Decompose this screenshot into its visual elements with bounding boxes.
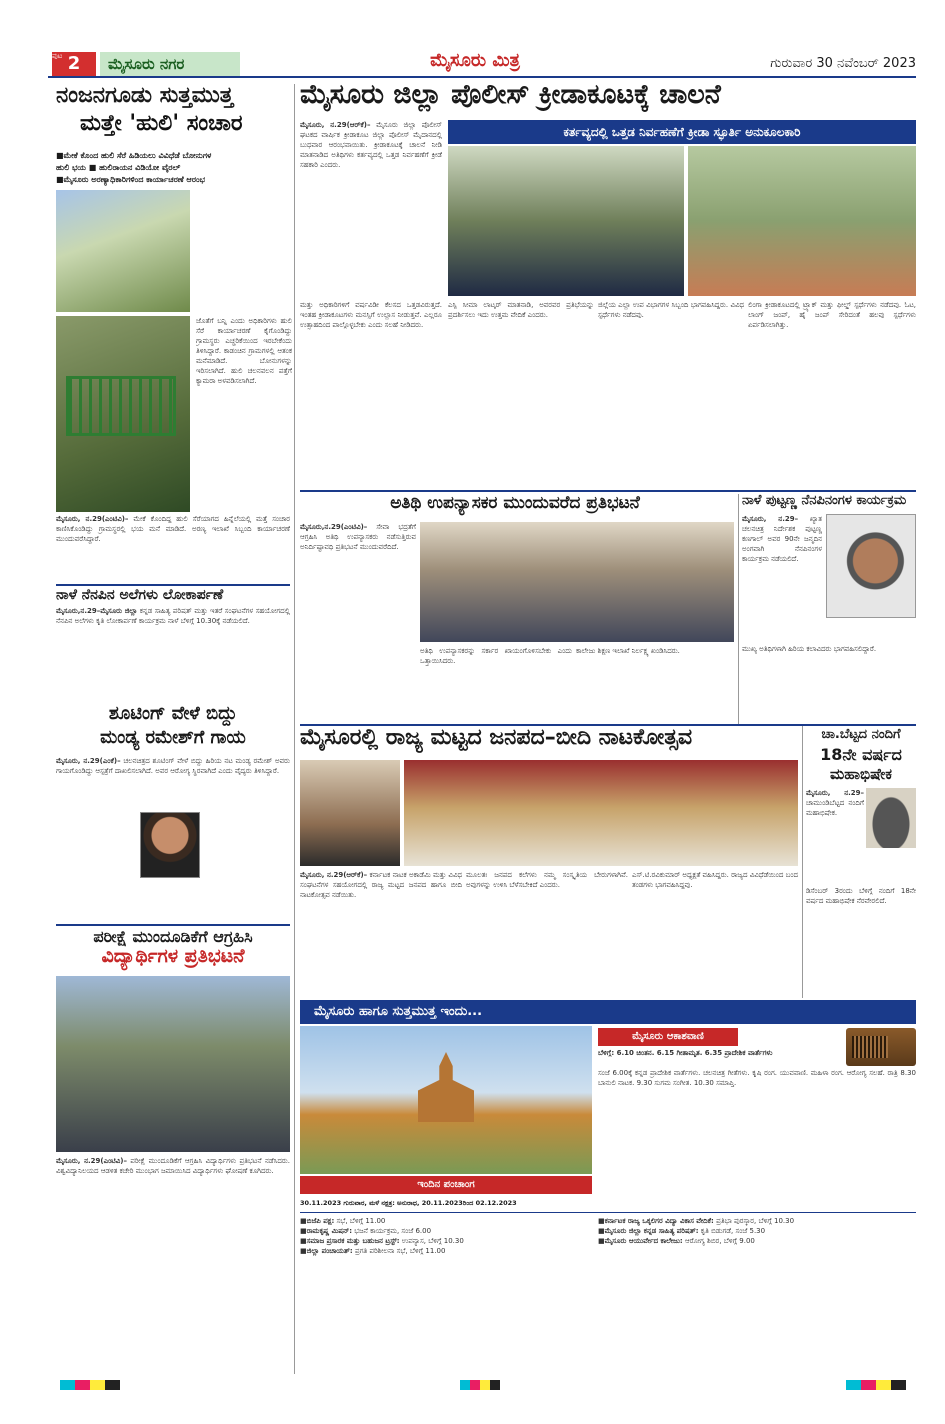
paper-name: ಮೈಸೂರು ಮಿತ್ರ — [430, 50, 520, 71]
left-story1-headline-2: ಮತ್ತೇ 'ಹುಲಿ' ಸಂಚಾರ — [80, 111, 243, 136]
column-divider-2 — [738, 494, 739, 724]
left-story1-headline-1: ನಂಜನಗೂಡು ಸುತ್ತಮುತ್ತ — [56, 83, 234, 108]
listing-3: ■ರಾಮಕೃಷ್ಣ ಮಿಷನ್: ಭಜನೆ ಕಾರ್ಯಕ್ರಮ, ಸಂಜೆ 6.00 — [300, 1227, 432, 1235]
divider-1 — [300, 490, 916, 492]
puttanna-body-2: ಮುಖ್ಯ ಅತಿಥಿಗಳಾಗಿ ಹಿರಿಯ ಕಲಾವಿದರು ಭಾಗವಹಿಸಲಿದ್ದಾರೆ. — [742, 645, 877, 653]
left-story4-body: ಮೈಸೂರು, ನ.29(ಎಂಟಿವಿ)– ಪರೀಕ್ಷೆ ಮುಂದೂಡಿಕೆಗೆ ಆಗ್ರಹಿಸಿ ವಿದ್ಯಾರ್ಥಿಗಳು ಪ್ರತಿಭಟನೆ ನಡೆಸಿದರು. ವಿಶ್ವವಿದ್ಯಾನಿಲಯದ ಆಡಳಿತ ಕಚೇರಿ ಮುಂಭಾಗ ಜಮಾಯಿಸಿದ ವಿದ್ಯಾರ್ಥಿಗಳು ಘೋಷಣೆ ಕೂಗಿದರು. — [56, 1157, 290, 1175]
panchanga-line: 30.11.2023 ಗುರುವಾರ, ಮಳೆ ನಕ್ಷತ್ರ: ಅನುರಾಧ, 20.11.2023ರಿಂದ 02.12.2023 — [300, 1199, 517, 1207]
nandi-statue-photo — [866, 788, 916, 848]
lead-body-3: ಎಸ್ಪಿ ಸೀಮಾ ಲಾಟ್ಕರ್ ಮಾತನಾಡಿ, ಅವರವರ ಪ್ರತಿಭೆಯನ್ನು ಪ್ರದರ್ಶಿಸಲು ಇದು ಉತ್ತಮ ವೇದಿಕೆ ಎಂದರು. — [448, 301, 594, 319]
page-number: 2 — [52, 52, 96, 76]
protest-body-1: ಮೈಸೂರು,ನ.29(ಎಂಟಿವಿ)– ಸೇವಾ ಭದ್ರತೆಗೆ ಆಗ್ರಹಿಸಿ ಅತಿಥಿ ಉಪನ್ಯಾಸಕರು ನಡೆಸುತ್ತಿರುವ ಅನಿರ್ದಿಷ್ಟಾವಧಿ ಪ್ರತಿಭಟನೆ ಮುಂದುವರೆದಿದೆ. — [300, 523, 416, 551]
stage-photo — [404, 760, 798, 866]
print-registration-marks-right — [846, 1380, 906, 1390]
radio-speaker — [852, 1036, 888, 1058]
listing-2: ■ಬಿಜೆಪಿ ಪಕ್ಷ: ಸಭೆ, ಬೆಳಿಗ್ಗೆ 11.00 — [300, 1217, 386, 1225]
student-protest-photo — [56, 976, 290, 1152]
folk-body-1: ಮೈಸೂರು, ನ.29(ಆರ್‌ಕೆ)– ಕರ್ನಾಟಕ ನಾಟಕ ಅಕಾಡೆಮಿ ಮತ್ತು ವಿವಿಧ ಸಂಘಟನೆಗಳ ಸಹಯೋಗದಲ್ಲಿ ರಾಜ್ಯ ಮಟ್ಟದ ಜನಪದ ಹಾಗೂ ಬೀದಿ ನಾಟಕೋತ್ಸವ ನಡೆಯಿತು. — [300, 871, 462, 899]
tiger-search-photo — [56, 190, 190, 312]
lead-body-5: ಲಿಂಗಾ ಕ್ರೀಡಾಕೂಟದಲ್ಲಿ ಟ್ರ್ಯಾಕ್ ಮತ್ತು ಫೀಲ್ಡ್ ಸ್ಪರ್ಧೆಗಳು ನಡೆದವು. ಓಟ, ಲಾಂಗ್ ಜಂಪ್, ಹೈ ಜಂಪ್ ಸೇರಿದಂತೆ ಹಲವು ಸ್ಪರ್ಧೆಗಳು ಏರ್ಪಡಿಸಲಾಗಿತ್ತು. — [748, 301, 916, 329]
lecturers-protest-photo — [420, 522, 734, 642]
listings-right — [598, 1216, 916, 1372]
nandi-body-1: ಮೈಸೂರು, ನ.29– ಚಾಮುಂಡಿಬೆಟ್ಟದ ನಂದಿಗೆ ಮಹಾಭಿಷೇಕ. — [806, 789, 864, 817]
protest-body-2: ಅತಿಥಿ ಉಪನ್ಯಾಸಕರನ್ನು ಸರ್ಕಾರ ಖಾಯಂಗೊಳಿಸಬೇಕು ಎಂದು ಒತ್ತಾಯಿಸಿದರು. — [420, 647, 572, 665]
police-officers-photo — [448, 146, 684, 296]
bullet-1: ■ಮೇಕೆ ಕೊಂದ ಹುಲಿ ಸೆರೆ ಹಿಡಿಯಲು ವಿವಿಧೆಡೆ ಬೋನುಗಳ — [56, 151, 212, 160]
cage-icon — [66, 376, 176, 436]
listing-6: ■ಮೈಸೂರು ಜಿಲ್ಲಾ ಕನ್ನಡ ಸಾಹಿತ್ಯ ಪರಿಷತ್: ಕೃತಿ ಬಿಡುಗಡೆ, ಸಂಜೆ 5.30 — [598, 1227, 766, 1235]
cage-photo — [56, 316, 190, 512]
bullet-3: ■ಮೈಸೂರು ಅರಣ್ಯಾಧಿಕಾರಿಗಳಿಂದ ಕಾರ್ಯಾಚರಣೆ ಆರಂಭ — [56, 175, 205, 184]
folk-body-3: ಎಸ್.ಟಿ.ರವಿಕುಮಾರ್ ಅಧ್ಯಕ್ಷತೆ ವಹಿಸಿದ್ದರು. ರಾಜ್ಯದ ವಿವಿಧೆಡೆಯಿಂದ ಬಂದ ತಂಡಗಳು ಭಾಗವಹಿಸಿದ್ದವು. — [632, 871, 798, 889]
today-header: ಮೈಸೂರು ಹಾಗೂ ಸುತ್ತಮುತ್ತ ಇಂದು... — [300, 1000, 916, 1024]
left-story3-headline-1: ಶೂಟಿಂಗ್ ವೇಳೆ ಬಿದ್ದು — [108, 703, 238, 724]
left-story4-headline-1: ಪರೀಕ್ಷೆ ಮುಂದೂಡಿಕೆಗೆ ಆಗ್ರಹಿಸಿ — [56, 924, 290, 946]
lead-body-1: ಮೈಸೂರು, ನ.29(ಆರ್‌ಕೆ)– ಮೈಸೂರು ಜಿಲ್ಲಾ ಪೊಲೀಸ್ ಘಟಕದ ವಾರ್ಷಿಕ ಕ್ರೀಡಾಕೂಟ ಜಿಲ್ಲಾ ಪೊಲೀಸ್ ಮೈದಾನದಲ್ಲಿ ಬುಧವಾರ ಆರಂಭವಾಯಿತು. ಕ್ರೀಡಾಕೂಟಕ್ಕೆ ಚಾಲನೆ ನೀಡಿ ಮಾತನಾಡಿದ ಅತಿಥಿಗಳು ಕರ್ತವ್ಯದಲ್ಲಿ ಒತ್ತಡ ನಿರ್ವಹಣೆಗೆ ಕ್ರೀಡೆ ಸಹಕಾರಿ ಎಂದರು. — [300, 121, 442, 169]
puttanna-portrait — [826, 514, 916, 618]
palace-photo — [300, 1026, 592, 1174]
nandi-headline-3: ಮಹಾಭಿಷೇಕ — [830, 765, 892, 783]
lead-body-2: ಮತ್ತು ಅಧಿಕಾರಿಗಳಿಗೆ ವರ್ಷವಿಡೀ ಕೆಲಸದ ಒತ್ತಡವಿರುತ್ತದೆ. ಇಂತಹ ಕ್ರೀಡಾಕೂಟಗಳು ಮನಸ್ಸಿಗೆ ಉಲ್ಲಾಸ ನೀಡುತ್ತವೆ. ಎಲ್ಲರೂ ಉತ್ಸಾಹದಿಂದ ಪಾಲ್ಗೊಳ್ಳಬೇಕು ಎಂದು ಸಲಹೆ ನೀಡಿದರು. — [300, 301, 442, 329]
listing-4: ■ಸಮಾಜ ಪ್ರಸಾರಕ ಮತ್ತು ಬಹುಜನ ಟ್ರಸ್ಟ್: ಉಪನ್ಯಾಸ, ಬೆಳಿಗ್ಗೆ 10.30 — [300, 1237, 464, 1245]
lead-body-4: ಜಿಲ್ಲೆಯ ಎಲ್ಲಾ ಉಪ ವಿಭಾಗಗಳ ಸಿಬ್ಬಂದಿ ಭಾಗವಹಿಸಿದ್ದರು. ವಿವಿಧ ಸ್ಪರ್ಧೆಗಳು ನಡೆದವು. — [598, 301, 744, 319]
listings-left — [300, 1216, 592, 1372]
listing-7: ■ಮೈಸೂರು ಆಯುರ್ವೇದ ಕಾಲೇಜು: ಆರೋಗ್ಯ ಶಿಬಿರ, ಬೆಳಿಗ್ಗೆ 9.00 — [598, 1237, 755, 1245]
left-story1-body-2: ಮೈಸೂರು, ನ.29(ಎಂಟಿವಿ)– ಮೇಕೆ ಕೊಂದಿದ್ದ ಹುಲಿ ಸೆರೆಯಾಗದ ಹಿನ್ನೆಲೆಯಲ್ಲಿ ಮತ್ತೆ ಸಂಚಾರ ಕಾಣಿಸಿಕೊಂಡಿದ್ದು ಗ್ರಾಮಸ್ಥರಲ್ಲಿ ಭಯ ಮನೆ ಮಾಡಿದೆ. ಅರಣ್ಯ ಇಲಾಖೆ ಸಿಬ್ಬಂದಿ ಕಾರ್ಯಾಚರಣೆ ಮುಂದುವರೆಸಿದ್ದಾರೆ. — [56, 515, 290, 543]
lead-subheadline: ಕರ್ತವ್ಯದಲ್ಲಿ ಒತ್ತಡ ನಿರ್ವಹಣೆಗೆ ಕ್ರೀಡಾ ಸ್ಫೂರ್ತಿ ಅನುಕೂಲಕಾರಿ — [448, 120, 916, 144]
nandi-headline-2: 18ನೇ ವರ್ಷದ — [820, 745, 902, 764]
radio-icon — [846, 1028, 916, 1066]
listing-1: ■ಕರ್ನಾಟಕ ರಾಜ್ಯ ಒಕ್ಕಲಿಗರ ವಿದ್ಯಾ ವಿಕಾಸ ವೇದಿಕೆ: ಪ್ರತಿಭಾ ಪುರಸ್ಕಾರ, ಬೆಳಿಗ್ಗೆ 10.30 — [598, 1217, 795, 1225]
race-photo — [688, 146, 916, 296]
left-story3-headline-2: ಮಂಡ್ಯ ರಮೇಶ್‌ಗೆ ಗಾಯ — [100, 727, 246, 748]
issue-date: ಗುರುವಾರ 30 ನವೆಂಬರ್ 2023 — [770, 56, 916, 71]
print-registration-marks — [60, 1380, 120, 1390]
folk-body-2: ಮೂಲತಃ ಜನಪದ ಕಲೆಗಳು ನಮ್ಮ ಸಂಸ್ಕೃತಿಯ ಬೇರುಗಳಾಗಿವೆ. ಅವುಗಳನ್ನು ಉಳಿಸಿ ಬೆಳೆಸಬೇಕಿದೆ ಎಂದರು. — [466, 871, 628, 889]
nandi-body-2: ಡಿಸೆಂಬರ್ 3ರಂದು ಬೆಳಿಗ್ಗೆ ನಂದಿಗೆ 18ನೇ ವರ್ಷದ ಮಹಾಭಿಷೇಕ ನೆರವೇರಲಿದೆ. — [806, 887, 916, 905]
page-label: ಪುಟ — [52, 52, 63, 60]
column-divider-3 — [802, 726, 803, 998]
folk-headline: ಮೈಸೂರಲ್ಲಿ ರಾಜ್ಯ ಮಟ್ಟದ ಜನಪದ–ಬೀದಿ ನಾಟಕೋತ್ಸವ — [300, 725, 693, 750]
left-story1-bullets — [56, 150, 290, 186]
nandi-headline-1: ಚಾ.ಬೆಟ್ಟದ ನಂದಿಗೆ — [821, 727, 901, 742]
print-registration-marks-center — [460, 1380, 500, 1390]
protest-body-3: ಕಾಲೇಜು ಶಿಕ್ಷಣ ಇಲಾಖೆ ನಿರ್ಲಕ್ಷ್ಯ ಖಂಡಿಸಿದರು. — [576, 647, 680, 655]
column-divider — [294, 84, 295, 1374]
left-story2-headline: ನಾಳೆ ನೆನಪಿನ ಅಲೆಗಳು ಲೋಕಾರ್ಪಣೆ — [56, 584, 290, 603]
radio-title: ಮೈಸೂರು ಆಕಾಶವಾಣಿ — [598, 1028, 738, 1046]
puttanna-headline: ನಾಳೆ ಪುಟ್ಟಣ್ಣ ನೆನಪಿನಂಗಳ ಕಾರ್ಯಕ್ರಮ — [742, 493, 907, 508]
section-name: ಮೈಸೂರು ನಗರ — [100, 52, 240, 76]
speaker-photo — [300, 760, 400, 866]
palace-dome-icon — [418, 1052, 474, 1122]
left-story3-body: ಮೈಸೂರು, ನ.29(ಎಂಕೆ)– ಚಲನಚಿತ್ರದ ಶೂಟಿಂಗ್ ವೇಳೆ ಬಿದ್ದು ಹಿರಿಯ ನಟ ಮಂಡ್ಯ ರಮೇಶ್ ಅವರು ಗಾಯಗೊಂಡಿದ್ದು ಆಸ್ಪತ್ರೆಗೆ ದಾಖಲಿಸಲಾಗಿದೆ. ಅವರ ಆರೋಗ್ಯ ಸ್ಥಿರವಾಗಿದೆ ಎಂದು ವೈದ್ಯರು ತಿಳಿಸಿದ್ದಾರೆ. — [56, 757, 290, 775]
listing-5: ■ಜಿಲ್ಲಾ ಪಂಚಾಯತ್: ಪ್ರಗತಿ ಪರಿಶೀಲನಾ ಸಭೆ, ಬೆಳಿಗ್ಗೆ 11.00 — [300, 1247, 446, 1255]
divider-3 — [300, 1212, 916, 1213]
left-story2-body: ಮೈಸೂರು,ನ.29–ಮೈಸೂರು ಜಿಲ್ಲಾ ಕನ್ನಡ ಸಾಹಿತ್ಯ ಪರಿಷತ್ ಮತ್ತು ಇತರೆ ಸಂಘಟನೆಗಳ ಸಹಯೋಗದಲ್ಲಿ ನೆನಪಿನ ಅಲೆಗಳು ಕೃತಿ ಲೋಕಾರ್ಪಣೆ ಕಾರ್ಯಕ್ರಮ ನಾಳೆ ಬೆಳಿಗ್ಗೆ 10.30ಕ್ಕೆ ನಡೆಯಲಿದೆ. — [56, 607, 290, 625]
radio-schedule: ಸಂಜೆ 6.00ಕ್ಕೆ ಕನ್ನಡ ಪ್ರಾದೇಶಿಕ ವಾರ್ತೆಗಳು. ಚಲನಚಿತ್ರ ಗೀತೆಗಳು. ಕೃಷಿ ರಂಗ. ಯುವವಾಣಿ. ಮಹಿಳಾ ರಂಗ. ಆರೋಗ್ಯ ಸಲಹೆ. ರಾತ್ರಿ 8.30 ಬಾನುಲಿ ನಾಟಕ. 9.30 ಸುಗಮ ಸಂಗೀತ. 10.30 ಸಮಾಪ್ತಿ. — [598, 1069, 916, 1087]
radio-lead: ಬೆಳಿಗ್ಗೆ: 6.10 ಚಿಂತನ. 6.15 ಗೀತಾಮೃತ. 6.35 ಪ್ರಾದೇಶಿಕ ವಾರ್ತೆಗಳು — [598, 1049, 773, 1057]
actor-portrait — [140, 812, 200, 878]
puttanna-body-1: ಮೈಸೂರು, ನ.29– ಖ್ಯಾತ ಚಲನಚಿತ್ರ ನಿರ್ದೇಶಕ ಪುಟ್ಟಣ್ಣ ಕಣಗಾಲ್ ಅವರ 90ನೇ ಜನ್ಮದಿನ ಅಂಗವಾಗಿ ನೆನಪಿನಂಗಳ ಕಾರ್ಯಕ್ರಮ ನಡೆಯಲಿದೆ. — [742, 515, 822, 563]
panchanga-title: ಇಂದಿನ ಪಂಚಾಂಗ — [300, 1176, 592, 1194]
left-story4-headline-2: ವಿದ್ಯಾರ್ಥಿಗಳ ಪ್ರತಿಭಟನೆ — [101, 945, 245, 967]
left-story1-body: ಜೊತೆಗೆ ಬನ್ನಿ ಎಂದು ಅಧಿಕಾರಿಗಳು ಹುಲಿ ಸೆರೆ ಕಾರ್ಯಾಚರಣೆ ಕೈಗೊಂಡಿದ್ದು ಗ್ರಾಮಸ್ಥರು ಎಚ್ಚರಿಕೆಯಿಂದ ಇರಬೇಕೆಂದು ತಿಳಿಸಿದ್ದಾರೆ. ಕಾಡಂಚಿನ ಗ್ರಾಮಗಳಲ್ಲಿ ಆತಂಕ ಮನೆಮಾಡಿದೆ. ಬೋನುಗಳನ್ನು ಇರಿಸಲಾಗಿದೆ. ಹುಲಿ ಚಲನವಲನ ಪತ್ತೆಗೆ ಕ್ಯಾಮರಾ ಅಳವಡಿಸಲಾಗಿದೆ. — [196, 317, 292, 385]
bullet-2: ಹುಲಿ ಭಯ ■ ಹುಲಿರಾಯನ ವಿಡಿಯೋ ವೈರಲ್ — [56, 163, 181, 172]
protest-headline: ಅತಿಥಿ ಉಪನ್ಯಾಸಕರ ಮುಂದುವರೆದ ಪ್ರತಿಭಟನೆ — [390, 493, 640, 513]
lead-headline: ಮೈಸೂರು ಜಿಲ್ಲಾ ಪೊಲೀಸ್ ಕ್ರೀಡಾಕೂಟಕ್ಕೆ ಚಾಲನೆ — [300, 79, 721, 110]
